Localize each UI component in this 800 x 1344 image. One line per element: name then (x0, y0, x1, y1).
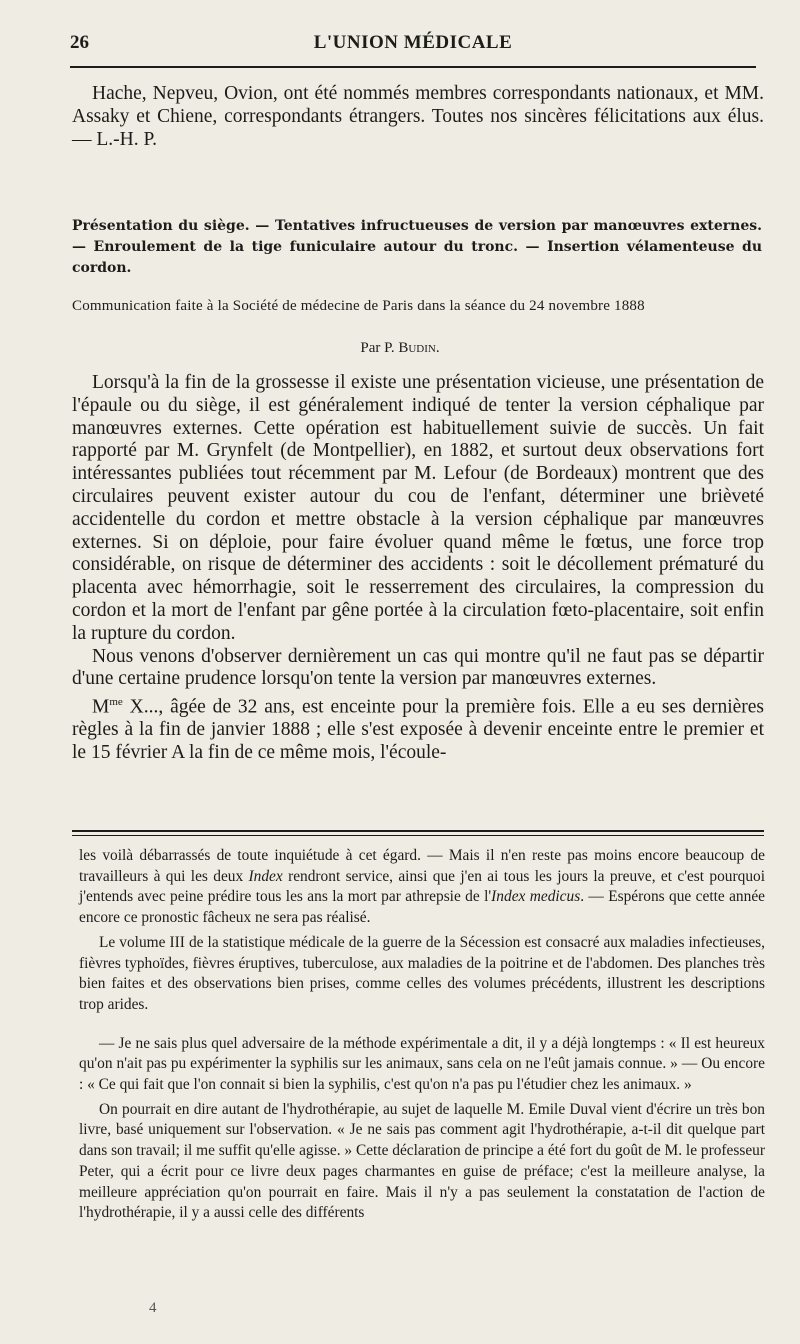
page-header (70, 32, 756, 62)
article-title: Présentation du siège. — Tentatives infructueuses de version par manœuvres externes. — Enroulement de la tige funiculaire autour du tronc. — Insertion vélamenteuse du cordon. (72, 218, 762, 276)
header-rule (70, 66, 756, 68)
article-paragraph-3-text: X..., âgée de 32 ans, est enceinte pour la première fois. Elle a eu ses dernières règles à la fin de janvier 1888 ; elle s'est exposée à devenir enceinte entre le premier et le 15 février A la fin de ce même mois, l'écoule- (72, 696, 764, 764)
index-medicus-title: Index medicus (491, 888, 581, 906)
footer-signature-mark: 4 (149, 1300, 157, 1316)
honorific-m: M (92, 696, 110, 718)
feuilleton-paragraph-3: — Je ne sais plus quel adversaire de la méthode expérimentale a dit, il y a déjà longtemps : « Il est heureux qu'on n'ait pas pu expérimenter la syphilis sur les animaux, sans cela on ne l'eût jamais connue. » — Ou encore : « Ce qui fait que l'on connait si bien la syphilis, c'est qu'on n'a pas pu l'étudier chez les animaux. » (79, 1034, 765, 1094)
feuilleton-paragraph-1: les voilà débarrassés de toute inquiétude à cet égard. — Mais il n'en reste pas moins encore beaucoup de travailleurs à qui les deux Index rendront service, ainsi que j'en ai tous les jours la preuve, et c'est pourquoi j'entends avec peine prédire tous les ans la mort par athrepsie de l'Index medicus. — Espérons que cette année encore ce pronostic fâcheux ne sera pas réalisé. (79, 847, 765, 927)
article-paragraph-1: Lorsqu'à la fin de la grossesse il existe une présentation vicieuse, une présentation de l'épaule ou du siège, il est généralement indiqué de tenter la version céphalique par manœuvres externes. Cette opération est habituellement suivie de succès. Un fait rapporté par M. Grynfelt (de Montpellier), en 1882, et surtout deux observations fort intéressantes publiées tout récemment par M. Lefour (de Bordeaux) montrent que des circulaires peuvent exister autour du cou de l'enfant, déterminer une brièveté accidentelle du cordon et mettre obstacle à la version céphalique par manœuvres externes. Si on déploie, pour faire évoluer quand même le fœtus, une force trop considérable, on risque de déterminer des accidents : soit le décollement prématuré du placenta avec hémorrhagie, soit le resserrement des circulaires, la compression du cordon et la mort de l'enfant par gêne portée à la circulation fœto-placentaire, soit enfin la rupture du cordon. (72, 372, 764, 644)
author-prefix: Par P. (360, 340, 395, 356)
feuilleton-paragraph-4: On pourrait en dire autant de l'hydrothérapie, au sujet de laquelle M. Emile Duval vient d'écrire un très bon livre, basé uniquement sur l'observation. « Je ne sais pas comment agit l'hydrothérapie, a-t-il dit quelque part dans son travail; il me suffit qu'elle agisse. » Cette déclaration de principe a été fort du goût de M. le professeur Peter, qui a écrit pour ce livre deux pages charmantes en guise de préface; c'est la meilleure analyse, la meilleure appréciation qu'on pourrait en faire. Mais il n'y a pas seulement la constatation de l'action de l'hydrothérapie, il y a aussi celle des différents (79, 1100, 765, 1222)
article-paragraph-2: Nous venons d'observer dernièrement un cas qui montre qu'il ne faut pas se départir d'une certaine prudence lorsqu'on tente la version par manœuvres externes. (72, 645, 764, 690)
section-rule-thick (72, 830, 764, 832)
page-number: 26 (70, 32, 89, 53)
author-name: Budin. (398, 340, 440, 356)
article-paragraph-3 (72, 691, 764, 765)
section-rule-thin (72, 835, 764, 836)
feuilleton-paragraph-2: Le volume III de la statistique médicale de la guerre de la Sécession est consacré aux maladies infectieuses, fièvres typhoïdes, fièvres éruptives, tuberculose, aux maladies de la poitrine et de l'abdomen. Des planches très bien faites et des observations bien prises, comme celles des volumes précédents, illustrent les descriptions trop arides. (79, 933, 765, 1013)
journal-title: L'UNION MÉDICALE (313, 32, 513, 53)
index-title: Index (248, 867, 283, 885)
article-author (0, 340, 800, 357)
article-body (72, 372, 764, 765)
top-paragraph: Hache, Nepveu, Ovion, ont été nommés membres correspondants nationaux, et MM. Assaky et Chiene, correspondants étrangers. Toutes nos sincères félicitations aux élus. — L.-H. P. (72, 83, 764, 150)
honorific-sup: me (109, 696, 123, 709)
feuilleton (79, 846, 765, 1224)
communication-note: Communication faite à la Société de médecine de Paris dans la séance du 24 novembre 1888 (72, 298, 645, 314)
top-section (72, 83, 764, 151)
